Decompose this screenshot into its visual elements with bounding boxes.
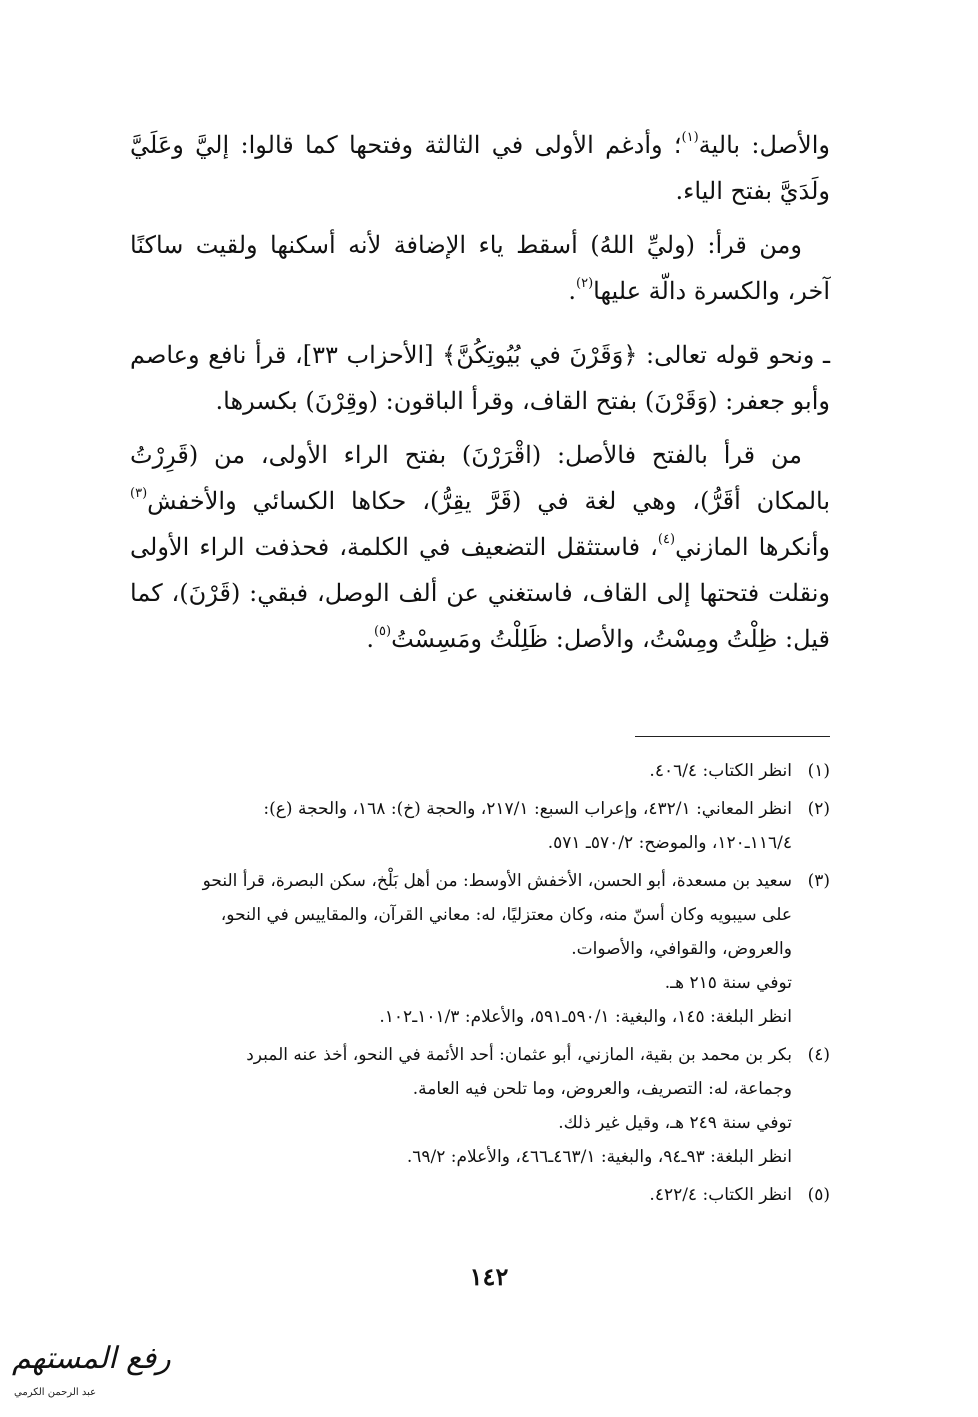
footnote-number: (٥) <box>807 1185 830 1205</box>
footnote-line: على سيبويه وكان أسنّ منه، وكان معتزليًا، له: معاني القرآن، والمقاييس في النحو، <box>220 905 792 925</box>
paragraph-4-text-d: . <box>366 625 374 653</box>
stamp-main-text: رفع المستهم <box>12 1341 171 1376</box>
footnote-line: توفي سنة ٢١٥ هـ. <box>664 973 792 993</box>
footnote-3 <box>130 864 830 1034</box>
paragraph-4-text-b: وأنكرها المازني <box>675 533 830 561</box>
footnote-2 <box>130 792 830 860</box>
footnote-line: انظر الكتاب: ٤٠٦/٤. <box>649 761 792 781</box>
footnote-body <box>130 1178 792 1212</box>
footnote-line: وجماعة، له: التصريف، والعروض، وما تلحن فيه العامة. <box>412 1079 792 1099</box>
footnote-number: (١) <box>807 761 830 781</box>
publisher-stamp-logo <box>6 1333 171 1407</box>
footnote-line: انظر البلغة: ٩٣ـ٩٤، والبغية: ٤٦٣/١ـ٤٦٦، والأعلام: ٦٩/٢. <box>406 1147 792 1167</box>
paragraph-2-text-b: . <box>568 277 576 305</box>
footnote-number: (٣) <box>807 871 830 891</box>
paragraph-1 <box>130 122 830 214</box>
footnote-line: سعيد بن مسعدة، أبو الحسن، الأخفش الأوسط: من أهل بَلْخ، سكن البصرة، قرأ النحو <box>202 871 792 891</box>
footnote-ref-1[interactable]: (١) <box>681 130 699 145</box>
footnote-line: توفي سنة ٢٤٩ هـ، وقيل غير ذلك. <box>558 1113 792 1133</box>
footnote-line: انظر البلغة: ١٤٥، والبغية: ٥٩٠/١ـ٥٩١، والأعلام: ١٠١/٣ـ١٠٢. <box>379 1007 792 1027</box>
main-text <box>130 122 830 670</box>
footnote-line: بكر بن محمد بن بقية، المازني، أبو عثمان: أحد الأئمة في النحو، أخذ عنه المبرد <box>246 1045 792 1065</box>
paragraph-4-text-a: من قرأ بالفتح فالأصل: (اقْرَرْنَ) بفتح الراء الأولى، من (قَرِرْتُ بالمكان أقَرُّ)، وهي لغة في (قَرَّ يقِرُّ)، حكاها الكسائي والأخفش <box>130 441 830 515</box>
footnote-number: (٤) <box>807 1045 830 1065</box>
footnote-body <box>130 864 792 1034</box>
paragraph-2 <box>130 222 830 314</box>
paragraph-4 <box>130 432 830 662</box>
footnote-ref-3[interactable]: (٣) <box>130 486 148 501</box>
footnote-line: والعروض، والقوافي، والأصوات. <box>571 939 792 959</box>
footnote-divider <box>635 736 830 737</box>
page-number: ١٤٢ <box>469 1262 509 1291</box>
footnote-number: (٢) <box>807 799 830 819</box>
footnote-1 <box>130 754 830 788</box>
footnote-line: انظر الكتاب: ٤٢٢/٤. <box>649 1185 792 1205</box>
footnote-4 <box>130 1038 830 1174</box>
footnote-ref-4[interactable]: (٤) <box>657 532 676 547</box>
footnote-ref-5[interactable]: (٥) <box>373 624 392 639</box>
footnote-line: انظر المعاني: ٤٣٢/١، وإعراب السبع: ٢١٧/١، والحجة (خ): ١٦٨، والحجة (ع): <box>263 799 792 819</box>
paragraph-1-text-a: والأصل: بالية <box>698 131 830 159</box>
footnote-line: ١١٦/٤ـ١٢٠، والموضح: ٥٧٠/٢ـ ٥٧١. <box>547 833 792 853</box>
paragraph-3: ـ ونحو قوله تعالى: ﴿وَقَرْنَ في بُيُوتِكُنَّ﴾ [الأحزاب ٣٣]، قرأ نافع وعاصم وأبو جعفر: (وَقَرْنَ) بفتح القاف، وقرأ الباقون: (وقِرْنَ) بكسرها. <box>130 341 830 415</box>
footnote-body <box>130 792 792 860</box>
paragraph-2-text-a: ومن قرأ: (وليِّ اللهُ) أسقط ياء الإضافة لأنه أسكنها ولقيت ساكنًا آخر، والكسرة دالّة عليها <box>130 231 830 305</box>
footnote-ref-2[interactable]: (٢) <box>576 276 594 291</box>
footnote-body <box>130 754 792 788</box>
footnote-body <box>130 1038 792 1174</box>
stamp-sub-text: عبد الرحمن الكرمي <box>14 1387 97 1398</box>
footnote-5 <box>130 1178 830 1212</box>
footnotes <box>130 754 830 1216</box>
paragraph-1-text-b: ؛ وأدغم الأولى في الثالثة وفتحها كما قالوا: إليَّ وعَلَيَّ ولَدَيَّ بفتح الياء. <box>130 131 830 205</box>
paragraph-4-text-c: ، فاستثقل التضعيف في الكلمة، فحذفت الراء الأولى ونقلت فتحتها إلى القاف، فاستغني عن ألف الوصل، فبقي: (قَرْنَ)، كما قيل: ظِلْتُ ومِسْتُ، والأصل: ظَلِلْتُ ومَسِسْتُ <box>130 533 830 653</box>
